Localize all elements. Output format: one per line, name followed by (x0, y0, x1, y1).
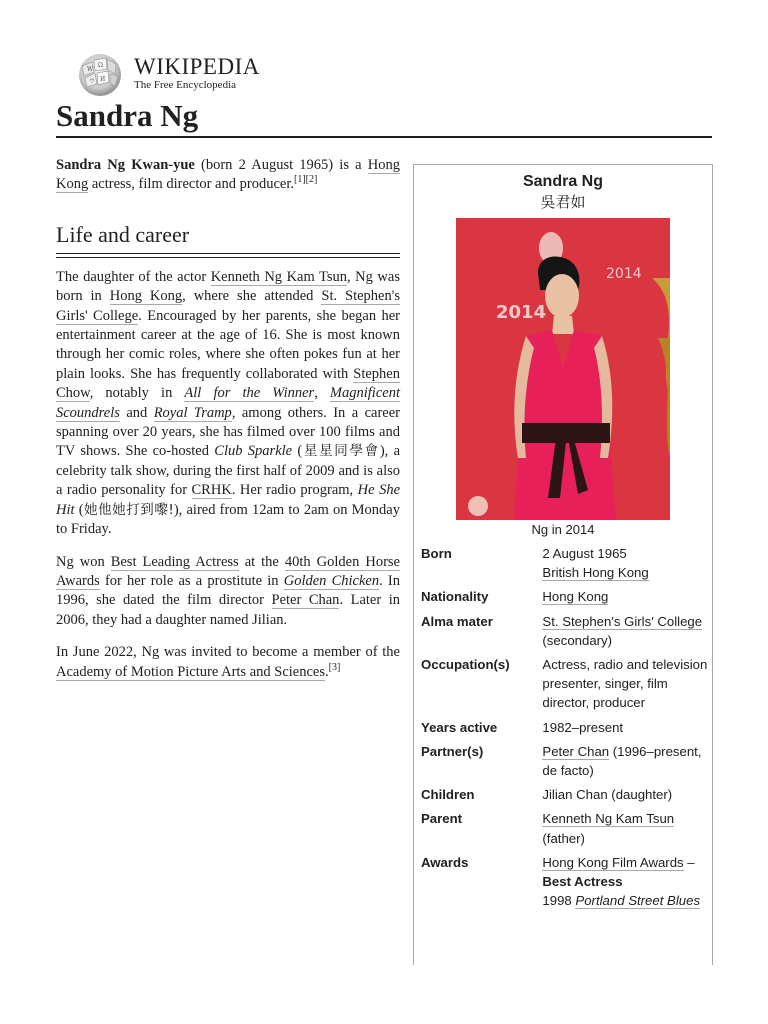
svg-text:ウ: ウ (89, 78, 96, 85)
infobox (413, 164, 713, 965)
infobox-row-nationality (421, 587, 711, 611)
paragraph-early-life: The daughter of the actor Kenneth Ng Kam Tsun, Ng was born in Hong Kong, where she attended St. Stephen's Girls' College. Encouraged by her parents, she began her entertainment career at the age of 16. She is most known through her comic roles, where she often pokes fun at her plain looks. She has frequently collaborated with Stephen Chow, notably in All for the Winner, Magnificent Scoundrels and Royal Tramp, among others. In a career spanning over 20 years, she has filmed over 100 films and TV shows. She co-hosted Club Sparkle (星星同學會), a celebrity talk show, during the first half of 2009 and is also a radio personality for CRHK. Her radio program, He She Hit (她他她打到嚟!), aired from 12am to 2am on Monday to Friday. (56, 268, 401, 538)
alma-mater-note: (secondary) (542, 632, 613, 648)
wikipedia-globe-logo[interactable] (74, 52, 126, 98)
paragraph-awards: Ng won Best Leading Actress at the 40th Golden Horse Awards for her role as a prostitute in Golden Chicken. In 1996, she dated the film director Peter Chan. Later in 2006, they had a daughter named Jilian. (56, 553, 400, 628)
label-occupation: Occupation(s) (421, 657, 510, 673)
link-partner-peter-chan[interactable]: Peter Chan (542, 743, 610, 759)
link-nationality-hong-kong[interactable]: Hong Kong (542, 589, 609, 605)
infobox-row-born (421, 544, 711, 587)
link-best-leading-actress[interactable]: Best Leading Actress (110, 553, 239, 570)
children-value: Jilian Chan (daughter) (542, 787, 673, 803)
svg-text:2014: 2014 (606, 266, 642, 282)
link-magnificent-scoundrels[interactable]: Magnificent Scoundrels (56, 385, 400, 421)
article-body (56, 156, 400, 695)
title-divider (56, 136, 712, 138)
link-kenneth-ng[interactable]: Kenneth Ng Kam Tsun (210, 268, 348, 285)
label-years-active: Years active (421, 719, 498, 735)
wikipedia-tagline: The Free Encyclopedia (134, 79, 237, 91)
link-british-hong-kong[interactable]: British Hong Kong (542, 565, 649, 581)
paragraph-academy: In June 2022, Ng was invited to become a member of the Academy of Motion Picture Arts and Sciences.[3] (56, 644, 400, 680)
link-peter-chan[interactable]: Peter Chan (271, 592, 340, 609)
award-year: 1998 (542, 893, 576, 909)
reference-3[interactable]: [3] (328, 661, 341, 673)
intro-paragraph (56, 156, 400, 195)
link-st-stephens[interactable]: St. Stephen's Girls' College (56, 288, 400, 324)
infobox-row-awards (421, 853, 711, 916)
subject-name: Sandra Ng Kwan-yue (56, 157, 195, 173)
link-all-for-the-winner[interactable]: All for the Winner (184, 385, 315, 402)
label-awards: Awards (421, 854, 469, 870)
link-stephen-chow[interactable]: Stephen Chow (56, 365, 400, 402)
link-crhk[interactable]: CRHK (191, 482, 232, 499)
born-date: 2 August 1965 (542, 546, 627, 561)
link-alma-mater[interactable]: St. Stephen's Girls' College (542, 613, 703, 629)
page-title: Sandra Ng (56, 98, 199, 133)
show-chinese-title: 星星同學會 (302, 443, 380, 460)
link-royal-tramp[interactable]: Royal Tramp (153, 404, 232, 421)
infobox-name: Sandra Ng (522, 173, 603, 190)
wikipedia-wordmark[interactable]: WIKIPEDIA (134, 54, 260, 79)
link-hk-film-awards[interactable]: Hong Kong Film Awards (542, 854, 684, 870)
intro-text: (born 2 August 1965) is a (194, 157, 368, 173)
svg-text:2014: 2014 (496, 302, 547, 323)
label-nationality: Nationality (421, 589, 489, 605)
infobox-row-partner (421, 742, 711, 785)
infobox-row-occupation (421, 655, 711, 718)
link-portland-street-blues[interactable]: Portland Street Blues (575, 893, 701, 909)
link-hong-kong[interactable]: Hong Kong (56, 157, 400, 193)
reference-1-2[interactable]: [1][2] (293, 174, 318, 186)
link-hong-kong[interactable]: Hong Kong (109, 288, 183, 305)
infobox-portrait-photo[interactable] (456, 218, 670, 520)
show-title: Club Sparkle (214, 443, 293, 460)
link-golden-chicken[interactable]: Golden Chicken (283, 572, 380, 589)
awards-dash: – (683, 854, 695, 870)
label-partner: Partner(s) (421, 743, 484, 759)
parent-note: (father) (542, 830, 585, 846)
svg-text:W: W (87, 66, 94, 73)
years-active-value: 1982–present (542, 719, 624, 735)
infobox-row-alma-mater (421, 612, 711, 655)
intro-text: actress, film director and producer. (88, 176, 294, 193)
section-divider (56, 253, 400, 258)
infobox-table (421, 544, 711, 915)
infobox-row-parent (421, 809, 711, 852)
link-academy[interactable]: Academy of Motion Picture Arts and Sciences (56, 663, 325, 680)
svg-text:И: И (100, 76, 106, 83)
link-parent[interactable]: Kenneth Ng Kam Tsun (542, 811, 675, 827)
infobox-row-years-active (421, 718, 711, 742)
svg-text:Ω: Ω (98, 62, 103, 69)
label-children: Children (421, 787, 475, 803)
occupation-value: Actress, radio and television presenter, singer, film director, producer (542, 657, 708, 711)
program-title: He She Hit (56, 482, 401, 518)
infobox-native-name: 吳君如 (540, 193, 586, 211)
label-born: Born (421, 546, 452, 561)
label-alma-mater: Alma mater (421, 613, 493, 629)
section-heading-life-career: Life and career (56, 221, 190, 247)
partner-note: (1996–present, de facto) (542, 743, 702, 779)
label-parent: Parent (421, 811, 463, 827)
infobox-photo-caption: Ng in 2014 (531, 522, 595, 537)
link-golden-horse-awards[interactable]: 40th Golden Horse Awards (56, 553, 400, 589)
program-chinese-title: 她他她打到嚟! (83, 501, 174, 518)
award-title: Best Actress (542, 874, 623, 890)
infobox-row-children (421, 785, 711, 809)
